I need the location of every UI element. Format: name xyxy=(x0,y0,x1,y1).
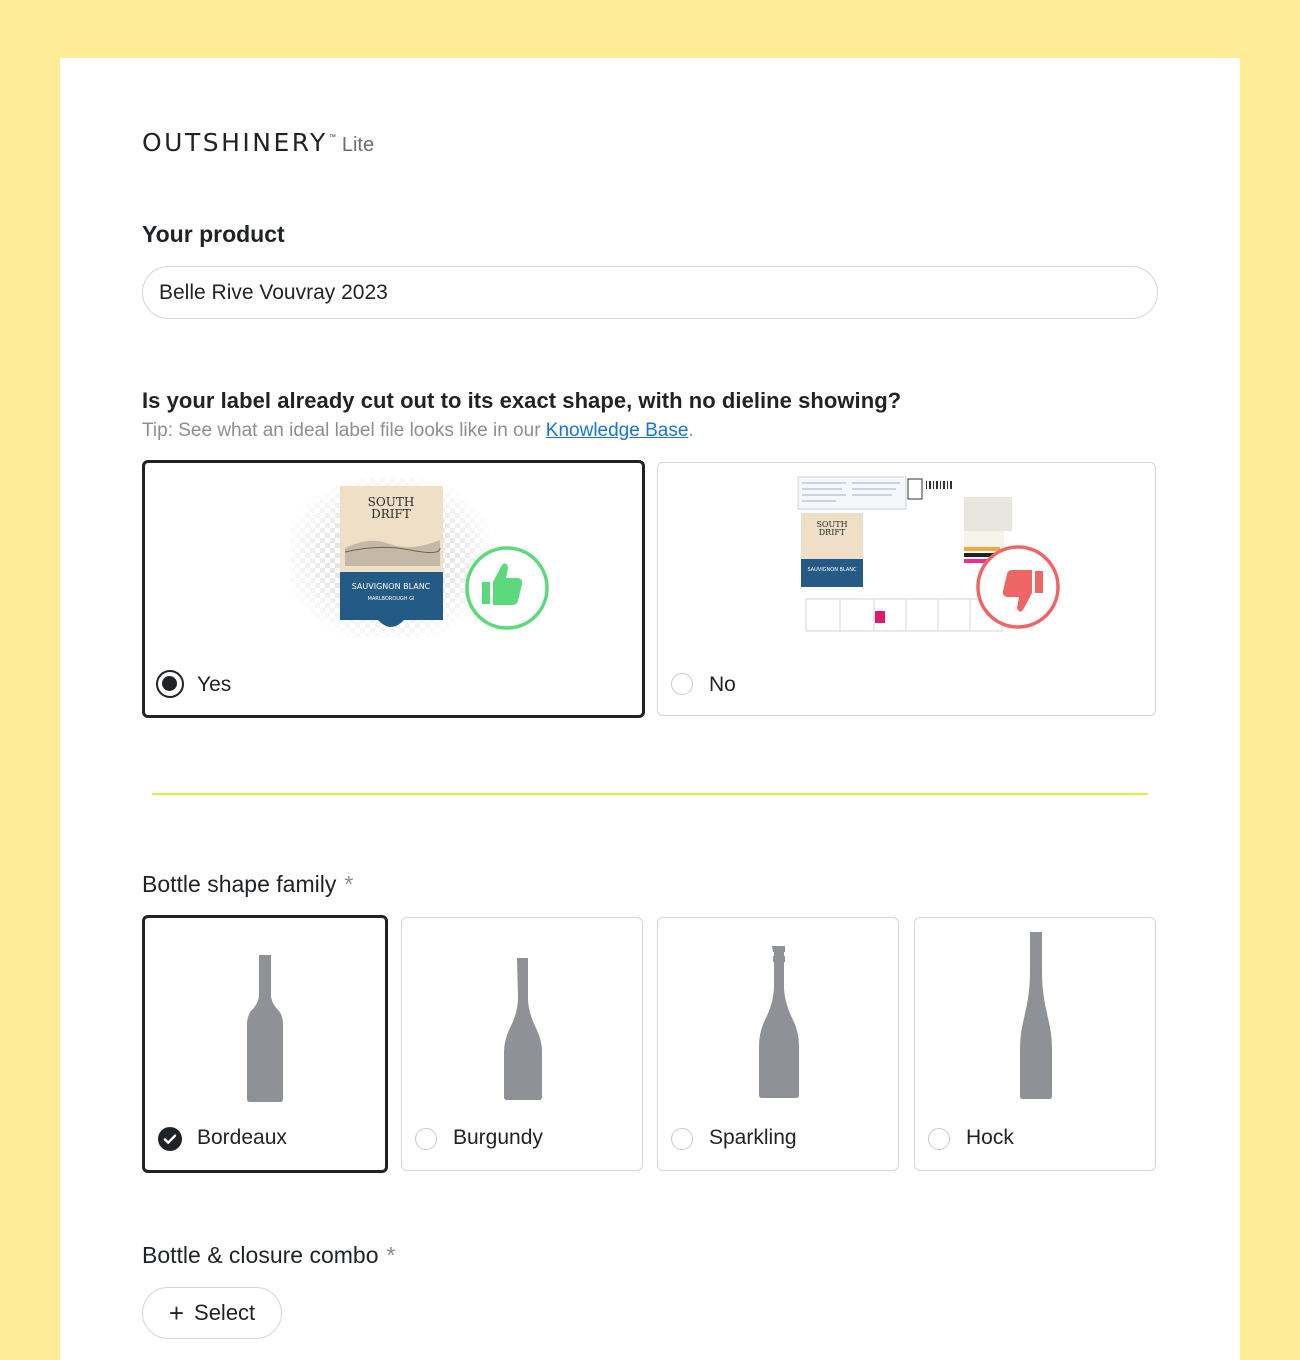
form-card xyxy=(60,58,1240,1360)
bordeaux-bottle-icon xyxy=(245,953,285,1103)
hock-label: Hock xyxy=(966,1126,1014,1149)
brand-logo xyxy=(142,128,374,157)
yes-radio[interactable] xyxy=(156,670,184,698)
tip-text: Tip: See what an ideal label file looks like in our xyxy=(142,420,546,441)
required-mark: * xyxy=(386,1242,396,1268)
label-option-no[interactable] xyxy=(657,462,1156,716)
burgundy-label: Burgundy xyxy=(453,1126,543,1149)
bordeaux-check-icon[interactable] xyxy=(158,1127,182,1151)
sample-label-line1: SOUTH xyxy=(367,495,415,509)
bottle-option-hock[interactable] xyxy=(914,917,1156,1171)
cut-label-illustration xyxy=(290,478,560,638)
burgundy-radio[interactable] xyxy=(415,1128,437,1150)
sample-label-region: MARLBOROUGH GI xyxy=(367,596,415,602)
svg-text:SOUTH: SOUTH xyxy=(816,520,848,529)
burgundy-bottle-icon xyxy=(502,956,544,1101)
svg-text:SAUVIGNON BLANC: SAUVIGNON BLANC xyxy=(807,567,857,573)
required-mark: * xyxy=(344,871,354,897)
knowledge-base-link[interactable]: Knowledge Base xyxy=(545,420,689,441)
sparkling-bottle-icon xyxy=(757,944,801,1100)
bottle-option-sparkling[interactable] xyxy=(657,917,899,1171)
tip-suffix: . xyxy=(688,420,694,441)
sparkling-radio[interactable] xyxy=(671,1128,693,1150)
thumbs-up-icon xyxy=(467,548,547,628)
no-label: No xyxy=(709,673,736,696)
product-name-input[interactable] xyxy=(142,266,1158,319)
product-label: Your product xyxy=(142,221,285,247)
dieline-label-illustration xyxy=(796,475,1066,645)
label-option-yes[interactable] xyxy=(142,460,645,718)
section-divider xyxy=(152,793,1148,795)
brand-trademark: ™ xyxy=(328,134,336,141)
sample-label-line2: DRIFT xyxy=(371,507,411,521)
label-question: Is your label already cut out to its exact shape, with no dieline showing? xyxy=(142,388,902,413)
bordeaux-label: Bordeaux xyxy=(197,1126,287,1149)
hock-radio[interactable] xyxy=(928,1128,950,1150)
select-button-label: Select xyxy=(194,1300,256,1325)
sample-label-varietal: SAUVIGNON BLANC xyxy=(351,582,431,591)
yes-label: Yes xyxy=(197,673,232,696)
bottle-option-burgundy[interactable] xyxy=(401,917,643,1171)
bottle-option-bordeaux[interactable] xyxy=(142,915,388,1173)
sparkling-label: Sparkling xyxy=(709,1126,797,1149)
closure-label-text: Bottle & closure combo xyxy=(142,1242,379,1268)
plus-icon: + xyxy=(168,1298,185,1328)
bottle-shape-label-text: Bottle shape family xyxy=(142,871,337,897)
label-tip xyxy=(142,420,694,442)
brand-tier: Lite xyxy=(341,134,375,156)
closure-label xyxy=(142,1242,395,1269)
brand-name: OUTSHINERY xyxy=(142,128,328,157)
no-radio[interactable] xyxy=(671,673,693,695)
svg-text:DRIFT: DRIFT xyxy=(818,528,846,537)
select-closure-button[interactable] xyxy=(142,1287,282,1339)
hock-bottle-icon xyxy=(1016,930,1056,1100)
bottle-shape-label xyxy=(142,871,353,898)
thumbs-down-icon xyxy=(978,547,1058,627)
